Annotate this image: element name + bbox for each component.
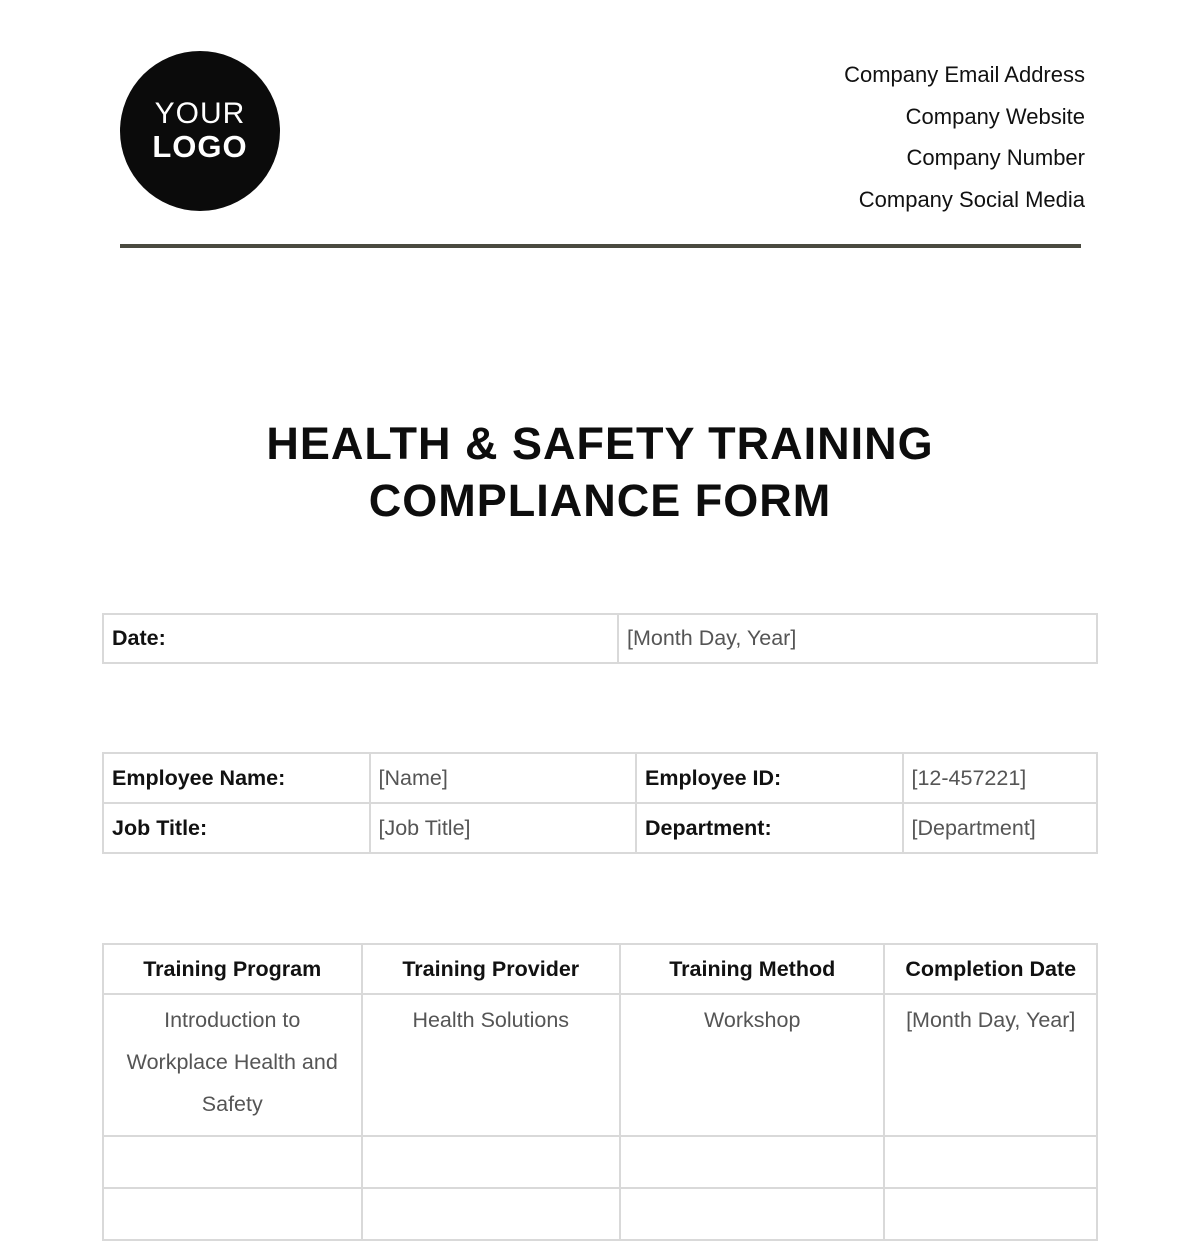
header-completion-date: Completion Date (884, 944, 1097, 994)
header-training-program: Training Program (103, 944, 362, 994)
table-row (103, 1188, 1097, 1240)
department-field[interactable]: [Department] (903, 803, 1098, 853)
training-method-cell[interactable] (620, 1136, 884, 1188)
employee-name-field[interactable]: [Name] (370, 753, 637, 803)
company-number: Company Number (906, 145, 1085, 170)
company-email: Company Email Address (844, 62, 1085, 87)
header-training-method: Training Method (620, 944, 884, 994)
job-title-label: Job Title: (103, 803, 370, 853)
completion-date-cell[interactable] (884, 1188, 1097, 1240)
title-line2: COMPLIANCE FORM (368, 475, 832, 526)
department-label: Department: (636, 803, 903, 853)
table-row (103, 1136, 1097, 1188)
logo-text-line2: LOGO (152, 129, 248, 164)
training-provider-cell[interactable]: Health Solutions (362, 994, 621, 1136)
training-method-cell[interactable] (620, 1188, 884, 1240)
employee-id-field[interactable]: [12-457221] (903, 753, 1098, 803)
employee-row-1 (103, 753, 1097, 803)
completion-date-cell[interactable] (884, 1136, 1097, 1188)
training-method-cell[interactable]: Workshop (620, 994, 884, 1136)
date-field[interactable]: [Month Day, Year] (618, 614, 1097, 663)
employee-row-2 (103, 803, 1097, 853)
date-label: Date: (103, 614, 618, 663)
training-provider-cell[interactable] (362, 1136, 621, 1188)
training-provider-cell[interactable] (362, 1188, 621, 1240)
training-table (102, 943, 1098, 1241)
employee-name-label: Employee Name: (103, 753, 370, 803)
completion-date-cell[interactable]: [Month Day, Year] (884, 994, 1097, 1136)
company-social-media: Company Social Media (858, 186, 1085, 212)
company-logo (120, 51, 280, 211)
document-title (0, 415, 1200, 529)
header-training-provider: Training Provider (362, 944, 621, 994)
header-divider (120, 244, 1081, 248)
job-title-field[interactable]: [Job Title] (370, 803, 637, 853)
training-program-cell[interactable] (103, 1188, 362, 1240)
training-header-row (103, 944, 1097, 994)
training-program-cell[interactable]: Introduction to Workplace Health and Safety (103, 994, 362, 1136)
employee-id-label: Employee ID: (636, 753, 903, 803)
date-row (103, 614, 1097, 663)
logo-text-line1: YOUR (154, 97, 246, 130)
company-website: Company Website (905, 103, 1085, 129)
table-row (103, 994, 1097, 1136)
employee-info-table (102, 752, 1098, 854)
company-contact-block (844, 54, 1085, 220)
title-line1: HEALTH & SAFETY TRAINING (266, 418, 934, 469)
date-table (102, 613, 1098, 664)
training-program-cell[interactable] (103, 1136, 362, 1188)
